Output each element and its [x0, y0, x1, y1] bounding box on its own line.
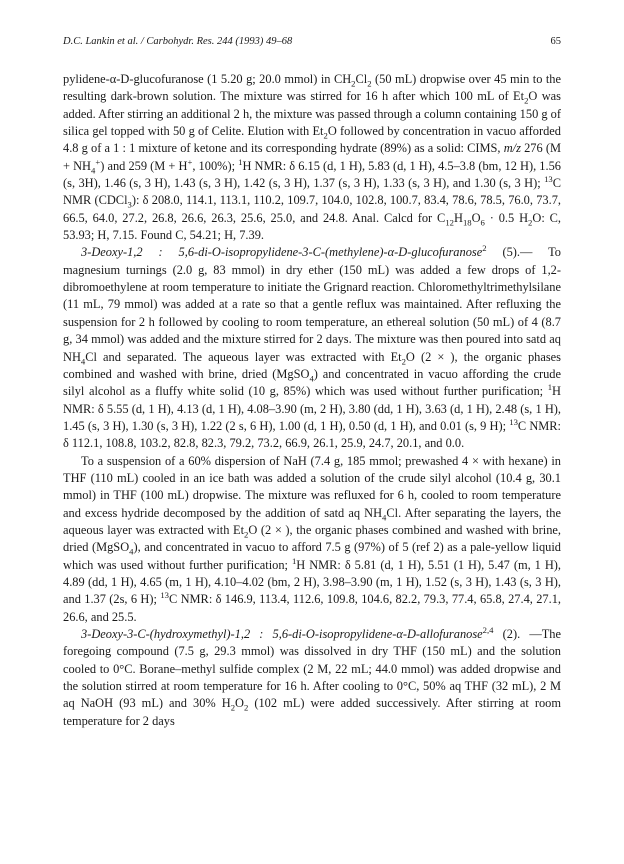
body-text [63, 71, 561, 730]
paragraph-compound-5: 3-Deoxy-1,2 : 5,6-di-O-isopropylidene-3-C-(methylene)-α-D-glucofuranose$^2$ (5).— To magnesium turnings (2.0 g, 83 mmol) in dry ether (150 mL) was added a few drops of 1,2-dibromoethylene at room temperature to initiate the Grignard reaction. Chloromethyltrimethylsilane (11 mL, 79 mmol) was added at a rate so that a gentle reflux was maintained. After refluxing the suspension for 2 h followed by cooling to room temperature, an ethereal solution (50 mL) of 4 (8.7 g, 34 mmol) was added and the mixture stirred for 2 days. The mixture was then poured into satd aq $NH_4Cl$ and separated. The aqueous layer was extracted with $Et_2O$ (2 × ), the organic phases combined and washed with brine, dried (MgSO$_4$) and concentrated in vacuo affording the crude silyl alcohol as a fluffy white solid (10 g, 85%) which was used without further purification; $^1$H NMR: δ 5.55 (d, 1 H), 4.13 (d, 1 H), 4.08–3.90 (m, 2 H), 3.80 (dd, 1 H), 3.63 (d, 1 H), 2.48 (s, 1 H), 1.45 (s, 3 H), 1.30 (s, 3 H), 1.22 (2 s, 6 H), 1.00 (d, 1 H), 0.50 (d, 1 H), and 0.01 (s, 9 H); $^{13}$C NMR: δ 112.1, 108.8, 103.2, 82.8, 82.3, 79.2, 73.2, 66.9, 26.1, 25.9, 24.7, 20.1, and 0.0. [63, 243, 562, 451]
compound-heading: 3-Deoxy-3-C-(hydroxymethyl)-1,2 : 5,6-di-O-isopropylidene-α-D-allofuranose [81, 627, 483, 641]
running-head: D.C. Lankin et al. / Carbohydr. Res. 244 (1993) 49–68 [63, 36, 293, 47]
compound-heading: 3-Deoxy-1,2 : 5,6-di-O-isopropylidene-3-C-(methylene)-α-D-glucofuranose [81, 245, 483, 260]
paragraph-nah-procedure: To a suspension of a 60% dispersion of NaH (7.4 g, 185 mmol; prewashed 4 × with hexane) in THF (110 mL) cooled in an ice bath was added a solution of the crude silyl alcohol (10.4 g, 30.1 mmol) in THF (100 mL) dropwise. The mixture was refluxed for 6 h, cooled to room temperature and excess hydride decomposed by the addition of satd aq $NH_4Cl$. After separating the layers, the aqueous layer was extracted with $Et_2O$ (2 × ), the organic phases combined and washed with brine, dried (MgSO$_4$), and concentrated in vacuo to afford 7.5 g (97%) of 5 (ref 2) as a pale-yellow liquid which was used without further purification; $^1$H NMR: δ 5.81 (d, 1 H), 5.51 (1 H), 5.47 (m, 1 H), 4.89 (dd, 1 H), 4.65 (m, 1 H), 4.10–4.02 (bm, 2 H), 3.98–3.90 (m, 1 H), 1.52 (s, 3 H), 1.43 (s, 3 H), and 1.37 (2s, 6 H); $^{13}$C NMR: δ 146.9, 113.4, 112.6, 109.8, 104.6, 82.2, 79.3, 77.4, 65.8, 27.4, 27.1, 26.6, and 25.5. [63, 453, 562, 624]
paragraph-compound-2: 3-Deoxy-3-C-(hydroxymethyl)-1,2 : 5,6-di-O-isopropylidene-α-D-allofuranose$^{2,4}$ (2). —The foregoing compound (7.5 g, 29.3 mmol) was dissolved in dry THF (150 mL) and the solution cooled to 0°C. Borane–methyl sulfide complex (2 M, 22 mL; 44.0 mmol) was added dropwise and the solution stirred at room temperature for 16 h. After cooling to 0°C, 50% aq THF (32 mL), 2 M aq NaOH (93 mL) and 30% $H_2O_2$ (102 mL) were added successively. After stirring at room temperature for 2 days [63, 624, 561, 728]
page-number: 65 [550, 36, 561, 47]
running-header [63, 36, 561, 52]
paragraph-ketone-procedure: pylidene-α-D-glucofuranose (1 5.20 g; 20.0 mmol) in $CH_2Cl_2$ (50 mL) dropwise over 45 min to the resulting dark-brown solution. The mixture was stirred for 16 h after which 100 mL of $Et_2O$ was added. After stirring an additional 2 h, the mixture was passed through a column containing 150 g of silica gel topped with 50 g of Celite. Elution with $Et_2O$ followed by concentration in vacuo afforded 4.8 g of a 1 : 1 mixture of ketone and its corresponding hydrate (89%) as a solid: CIMS, m/z 276 $(M + NH_4^+)$ and 259 (M + H+, 100%); $^1$H NMR: δ 6.15 (d, 1 H), 5.83 (d, 1 H), 4.5–3.8 (bm, 12 H), 1.56 (s, 3H), 1.46 (s, 3 H), 1.43 (s, 3 H), 1.42 (s, 3 H), 1.37 (s, 3 H), 1.33 (s, 3 H), and 1.30 (s, 3 H); $^{13}$C NMR (CDCl$_3$): δ 208.0, 114.1, 113.1, 110.2, 109.7, 104.0, 102.8, 100.7, 83.4, 78.6, 78.5, 76.0, 73.7, 66.5, 64.0, 27.2, 26.8, 26.6, 26.3, 25.6, 25.0, and 24.8. Anal. Calcd for $C_{12}H_{18}O_6 \cdot 0.5$ $H_2O$: C, 53.93; H, 7.15. Found C, 54.21; H, 7.39. [63, 72, 561, 243]
